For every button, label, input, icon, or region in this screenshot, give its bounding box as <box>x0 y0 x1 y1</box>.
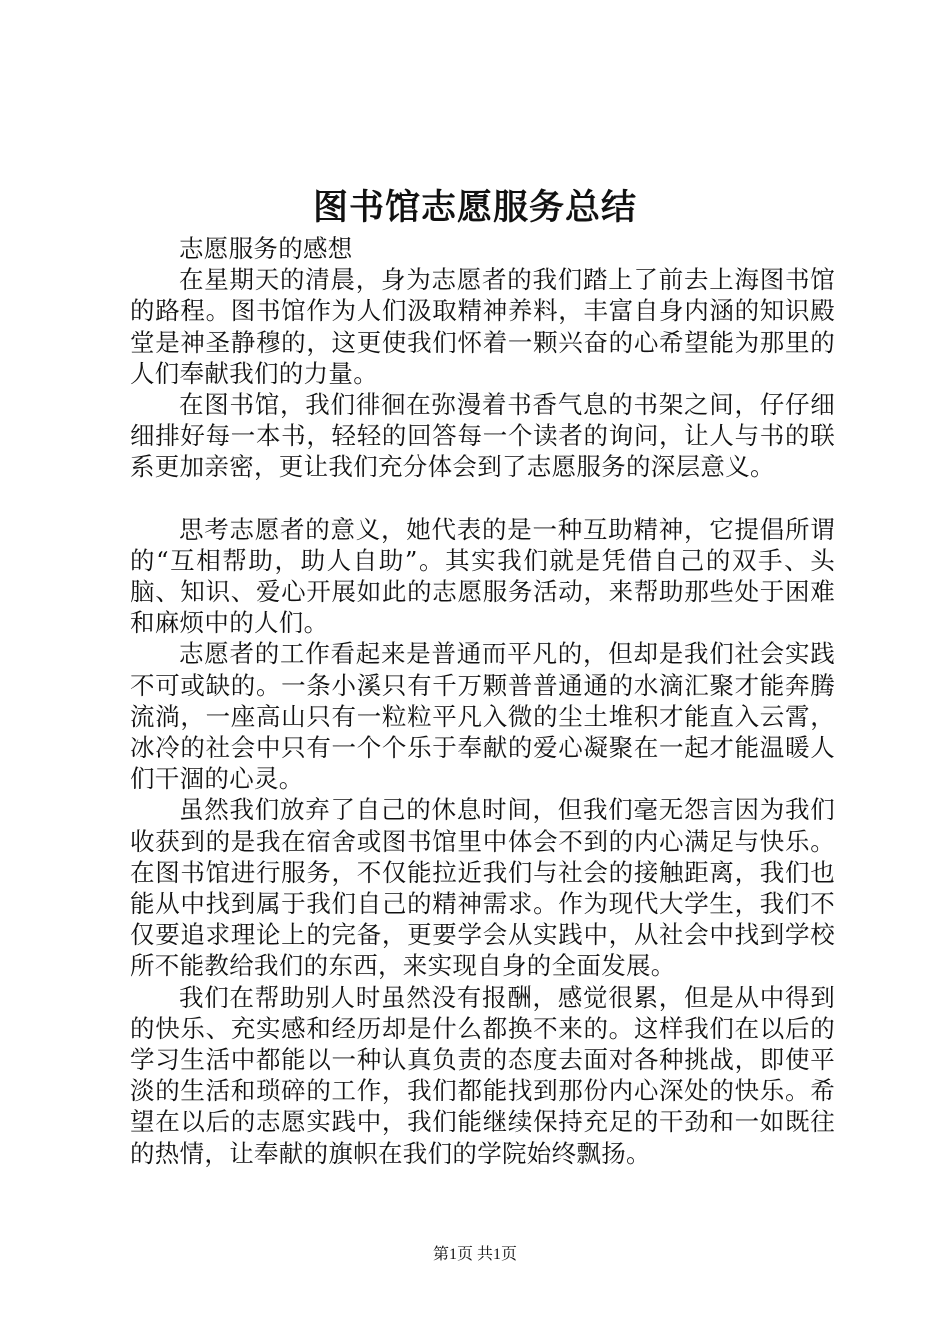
section-subheading: 志愿服务的感想 <box>179 234 353 263</box>
page-footer: 第1页 共1页 <box>432 1246 517 1263</box>
paragraph: 虽然我们放弃了自己的休息时间，但我们毫无怨言因为我们收获到的是我在宿舍或图书馆里中体会不到的内心满足与快乐。在图书馆进行服务，不仅能拉近我们与社会的接触距离，我们也能从中找到属于我们自己的精神需求。作为现代大学生，我们不仅要追求理论上的完备，更要学会从实践中，从社会中找到学校所不能教给我们的东西，来实现自身的全面发展。 <box>130 795 835 981</box>
document-body <box>130 233 835 1169</box>
blank-line <box>130 483 835 514</box>
paragraph: 在图书馆，我们徘徊在弥漫着书香气息的书架之间，仔仔细细排好每一本书，轻轻的回答每一个读者的询问，让人与书的联系更加亲密，更让我们充分体会到了志愿服务的深层意义。 <box>130 390 835 482</box>
paragraph: 志愿者的工作看起来是普通而平凡的，但却是我们社会实践不可或缺的。一条小溪只有千万颗普普通通的水滴汇聚才能奔腾流淌，一座高山只有一粒粒平凡入微的尘土堆积才能直入云霄，冰冷的社会中只有一个个乐于奉献的爱心凝聚在一起才能温暖人们干涸的心灵。 <box>130 639 835 794</box>
paragraph: 在星期天的清晨，身为志愿者的我们踏上了前去上海图书馆的路程。图书馆作为人们汲取精神养料，丰富自身内涵的知识殿堂是神圣静穆的，这更使我们怀着一颗兴奋的心希望能为那里的人们奉献我们的力量。 <box>130 265 835 388</box>
paragraph: 我们在帮助别人时虽然没有报酬，感觉很累，但是从中得到的快乐、充实感和经历却是什么都换不来的。这样我们在以后的学习生活中都能以一种认真负责的态度去面对各种挑战，即使平淡的生活和琐碎的工作，我们都能找到那份内心深处的快乐。希望在以后的志愿实践中，我们能继续保持充足的干劲和一如既往的热情，让奉献的旗帜在我们的学院始终飘扬。 <box>130 982 835 1168</box>
document-title: 图书馆志愿服务总结 <box>312 188 637 228</box>
paragraph: 思考志愿者的意义，她代表的是一种互助精神，它提倡所谓的“互相帮助，助人自助”。其实我们就是凭借自己的双手、头脑、知识、爱心开展如此的志愿服务活动，来帮助那些处于困难和麻烦中的人们。 <box>130 514 835 638</box>
